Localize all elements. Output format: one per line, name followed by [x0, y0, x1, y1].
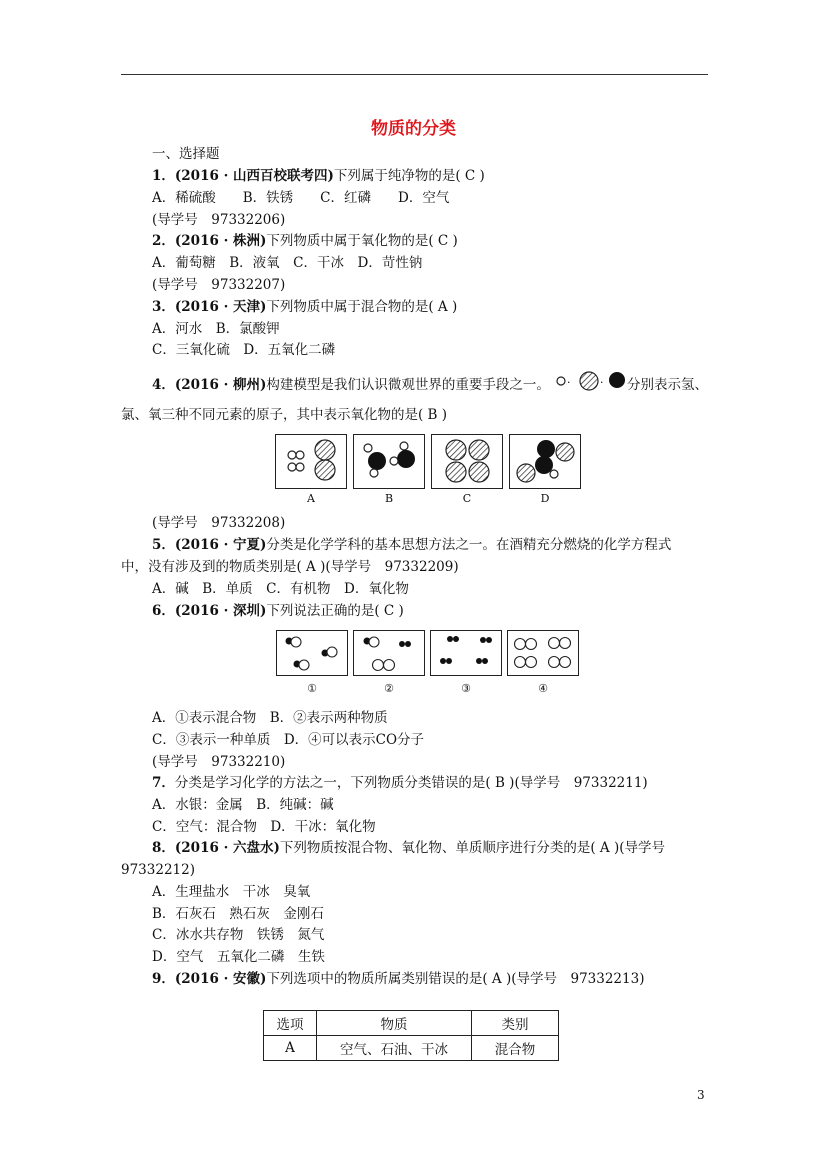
- q4-stem-tail: 分别表示氢、: [627, 377, 708, 393]
- section-heading: 一、选择题: [152, 146, 220, 162]
- q6-guide: (导学号 97332210): [152, 754, 286, 770]
- q5-stem: 分类是化学学科的基本思想方法之一。在酒精充分燃烧的化学方程式: [266, 537, 672, 553]
- q4-panel-d: [509, 434, 581, 489]
- table-header-cell: 类别: [472, 1011, 559, 1036]
- q6-options-1: A．①表示混合物 B．②表示两种物质: [152, 710, 388, 726]
- q1-number: 1．: [152, 168, 175, 184]
- table-cell: A: [264, 1036, 317, 1061]
- table-cell: 混合物: [472, 1036, 559, 1061]
- q4-panel-b: [353, 434, 425, 489]
- question-5: [152, 536, 671, 554]
- q8-option-a: A．生理盐水 干冰 臭氧: [152, 884, 311, 900]
- q6-label-1: ①: [307, 682, 317, 695]
- question-1: [152, 167, 485, 185]
- question-6: [152, 602, 404, 620]
- q7-options-1: A．水银：金属 B．纯碱：碱: [152, 797, 334, 813]
- q4-guide: (导学号 97332208): [152, 515, 286, 531]
- q9-source: (2016 · 安徽): [174, 971, 267, 987]
- q8-stem: 下列物质按混合物、氧化物、单质顺序进行分类的是( A )(导学号: [279, 840, 665, 856]
- q6-stem: 下列说法正确的是( C ): [266, 603, 404, 619]
- q9-number: 9．: [152, 971, 175, 987]
- svg-text:·: ·: [567, 376, 571, 389]
- q4-label-b: B: [384, 492, 394, 505]
- q3-options-2: C．三氧化硫 D．五氧化二磷: [152, 342, 336, 358]
- q1-options: A．稀硫酸 B．铁锈 C．红磷 D．空气: [152, 190, 450, 206]
- q3-number: 3．: [152, 299, 175, 315]
- q2-options: A．葡萄糖 B．液氧 C．干冰 D．苛性钠: [152, 255, 423, 271]
- q3-source: (2016 · 天津): [174, 299, 267, 315]
- q6-label-4: ④: [538, 682, 548, 695]
- q6-panel-4: [507, 630, 579, 676]
- q6-label-2: ②: [384, 682, 394, 695]
- q7-options-2: C．空气：混合物 D．干冰：氧化物: [152, 819, 376, 835]
- table-header-cell: 物质: [317, 1011, 472, 1036]
- page-title: 物质的分类: [371, 119, 456, 139]
- q4-label-d: D: [540, 492, 550, 505]
- q6-source: (2016 · 深圳): [174, 603, 267, 619]
- q4-label-a: A: [307, 492, 315, 505]
- q6-number: 6．: [152, 603, 175, 619]
- header-rule: [121, 74, 708, 75]
- q2-guide: (导学号 97332207): [152, 277, 286, 293]
- q2-source: (2016 · 株洲): [174, 233, 267, 249]
- q6-panel-2: [353, 630, 425, 676]
- q8-option-b: B．石灰石 熟石灰 金刚石: [152, 906, 324, 922]
- q6-panel-3: [430, 630, 502, 676]
- question-3: [152, 298, 457, 316]
- q3-options-1: A．河水 B．氯酸钾: [152, 321, 280, 337]
- q9-stem: 下列选项中的物质所属类别错误的是( A )(导学号 97332213): [266, 971, 645, 987]
- table-header-row: [264, 1011, 559, 1036]
- q4-stem: 构建模型是我们认识微观世界的重要手段之一。: [266, 377, 550, 393]
- q1-source: (2016 · 山西百校联考四): [174, 168, 334, 184]
- q4-stem-2: 氯、氧三种不同元素的原子，其中表示氧化物的是( B ): [121, 407, 448, 423]
- q6-label-3: ③: [461, 682, 471, 695]
- q2-stem: 下列物质中属于氧化物的是( C ): [266, 233, 458, 249]
- q6-options-2: C．③表示一种单质 D．④可以表示CO分子: [152, 732, 425, 748]
- q2-number: 2．: [152, 233, 175, 249]
- question-4: [152, 376, 550, 394]
- svg-text:·: ·: [600, 376, 604, 389]
- q3-stem: 下列物质中属于混合物的是( A ): [266, 299, 458, 315]
- q8-source: (2016 · 六盘水): [174, 840, 280, 856]
- question-7: [152, 774, 648, 792]
- q5-source: (2016 · 宁夏): [174, 537, 267, 553]
- q9-table: [263, 1010, 559, 1061]
- q7-stem: 分类是学习化学的方法之一，下列物质分类错误的是( B )(导学号 97332211): [174, 775, 648, 791]
- question-2: [152, 232, 458, 250]
- q4-source: (2016 · 柳州): [174, 377, 267, 393]
- atom-legend-icon: [555, 370, 627, 392]
- q4-label-c: C: [462, 492, 472, 505]
- q4-number: 4．: [152, 377, 175, 393]
- q8-stem-2: 97332212): [121, 862, 195, 878]
- q4-panel-c: [431, 434, 503, 489]
- q6-panel-1: [276, 630, 348, 676]
- q1-stem: 下列属于纯净物的是( C ): [333, 168, 485, 184]
- q5-stem-2: 中，没有涉及到的物质类别是( A )(导学号 97332209): [121, 559, 459, 575]
- q8-number: 8．: [152, 840, 175, 856]
- q5-number: 5．: [152, 537, 175, 553]
- question-9: [152, 970, 644, 988]
- table-header-cell: 选项: [264, 1011, 317, 1036]
- q8-option-d: D．空气 五氧化二磷 生铁: [152, 949, 325, 965]
- q4-panel-a: [275, 434, 347, 489]
- q1-guide: (导学号 97332206): [152, 212, 286, 228]
- q8-option-c: C．冰水共存物 铁锈 氮气: [152, 927, 325, 943]
- table-row: [264, 1036, 559, 1061]
- table-cell: 空气、石油、干冰: [317, 1036, 472, 1061]
- page-number: 3: [697, 1088, 705, 1102]
- q5-options: A．碱 B．单质 C．有机物 D．氧化物: [152, 581, 409, 597]
- question-8: [152, 839, 665, 857]
- q7-number: 7．: [152, 775, 175, 791]
